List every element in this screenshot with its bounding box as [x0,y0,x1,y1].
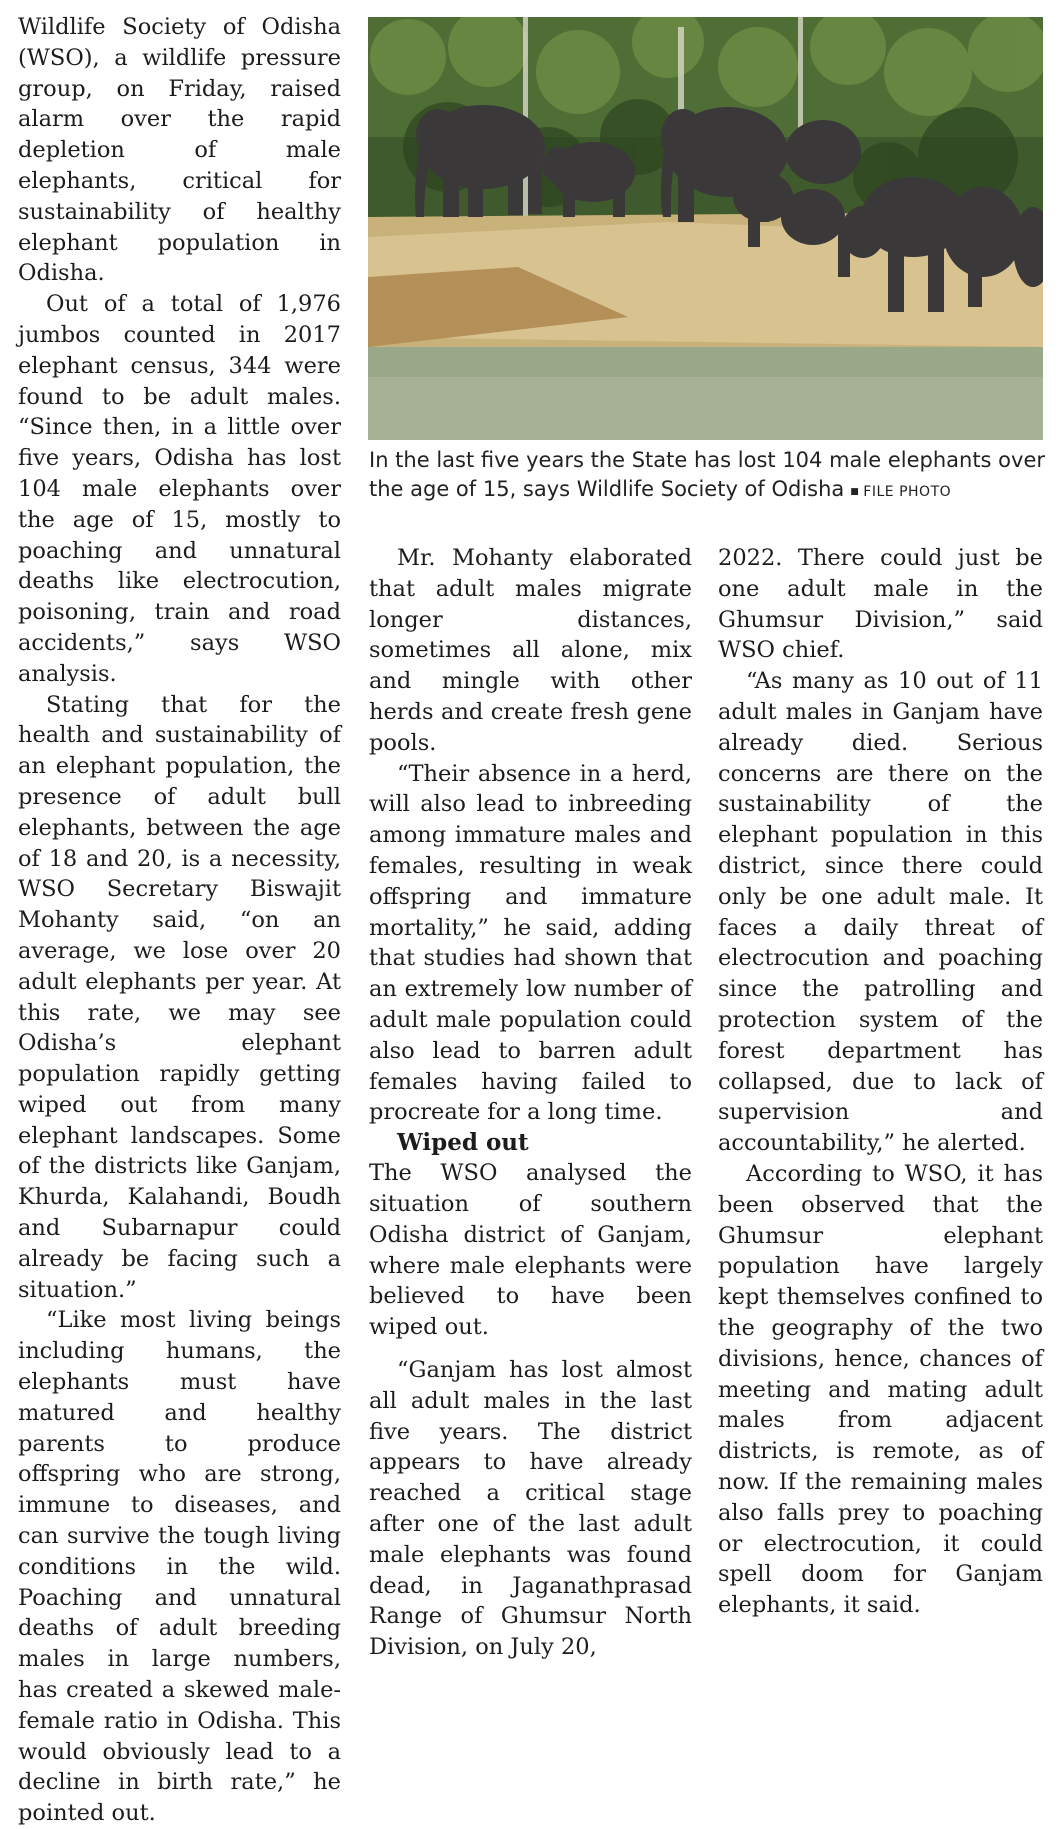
paragraph: “Ganjam has lost almost all adult males in the last five years. The district appears to have already reached a critical stage after one of the last adult male elephants was found dead, in Jaganathprasad Range of Ghumsur North Division, on July 20, [369,1356,692,1661]
paragraph: “As many as 10 out of 11 adult males in Ganjam have already died. Serious concerns are there on the sustainability of the elephant population in this district, since there could only be one adult male. It faces a daily threat of electrocution and poaching since the patrolling and protection system of the forest department has collapsed, due to lack of supervision and accountability,” he alerted. [718,668,1043,1157]
paragraph: “Like most living beings including humans, the elephants must have matured and healthy parents to produce offspring who are strong, immune to diseases, and can survive the tough living conditions in the wild. Poaching and unnatural deaths of adult breeding males in large numbers, has created a skewed male-female ratio in Odisha. This would obviously lead to a decline in birth rate,” he pointed out. [18,1307,341,1827]
elephant-herd-photo [368,17,1043,440]
photo-credit: ■ FILE PHOTO [850,484,951,500]
subhead: Wiped out [397,1129,529,1157]
caption-text: In the last five years the State has lost 104 male elephants over the age of 15, says Wildlife Society of Odisha [369,448,1045,501]
paragraph: The WSO analysed the situation of southern Odisha district of Ganjam, where male elephants were believed to have been wiped out. [369,1160,692,1341]
paragraph: “Their absence in a herd, will also lead to inbreeding among immature males and females, resulting in weak offspring and immature mortality,” he said, adding that studies had shown that an extremely low number of adult male population could also lead to barren adult females having failed to procreate for a long time. [369,760,692,1126]
paragraph: Out of a total of 1,976 jumbos counted in 2017 elephant census, 344 were found to be adult males. “Since then, in a little over five years, Odisha has lost 104 male elephants over the age of 15, mostly to poaching and unnatural deaths like electrocution, poisoning, train and road accidents,” says WSO analysis. [18,291,341,687]
article-column-2 [369,543,692,1663]
paragraph: 2022. There could just be one adult male in the Ghumsur Division,” said WSO chief. [718,545,1043,664]
article-column-3 [718,543,1043,1621]
photo-caption [369,446,1049,507]
paragraph: Mr. Mohanty elaborated that adult males migrate longer distances, sometimes all alone, mix and mingle with other herds and create fresh gene pools. [369,545,692,756]
article-column-1 [18,12,341,1829]
paragraph: Stating that for the health and sustainability of an elephant population, the presence of adult bull elephants, between the age of 18 and 20, is a necessity, WSO Secretary Biswajit Mohanty said, “on an average, we lose over 20 adult elephants per year. At this rate, we may see Odisha’s elephant population rapidly getting wiped out from many elephant landscapes. Some of the districts like Ganjam, Khurda, Kalahandi, Boudh and Subarnapur could already be facing such a situation.” [18,691,341,1303]
paragraph: According to WSO, it has been observed that the Ghumsur elephant population have largely kept themselves confined to the geography of the two divisions, hence, chances of meeting and mating adult males from adjacent districts, is remote, as of now. If the remaining males also falls prey to poaching or electrocution, it could spell doom for Ganjam elephants, it said. [718,1160,1043,1619]
paragraph: Wildlife Society of Odisha (WSO), a wildlife pressure group, on Friday, raised alarm over the rapid depletion of male elephants, critical for sustainability of healthy elephant population in Odisha. [18,14,341,287]
